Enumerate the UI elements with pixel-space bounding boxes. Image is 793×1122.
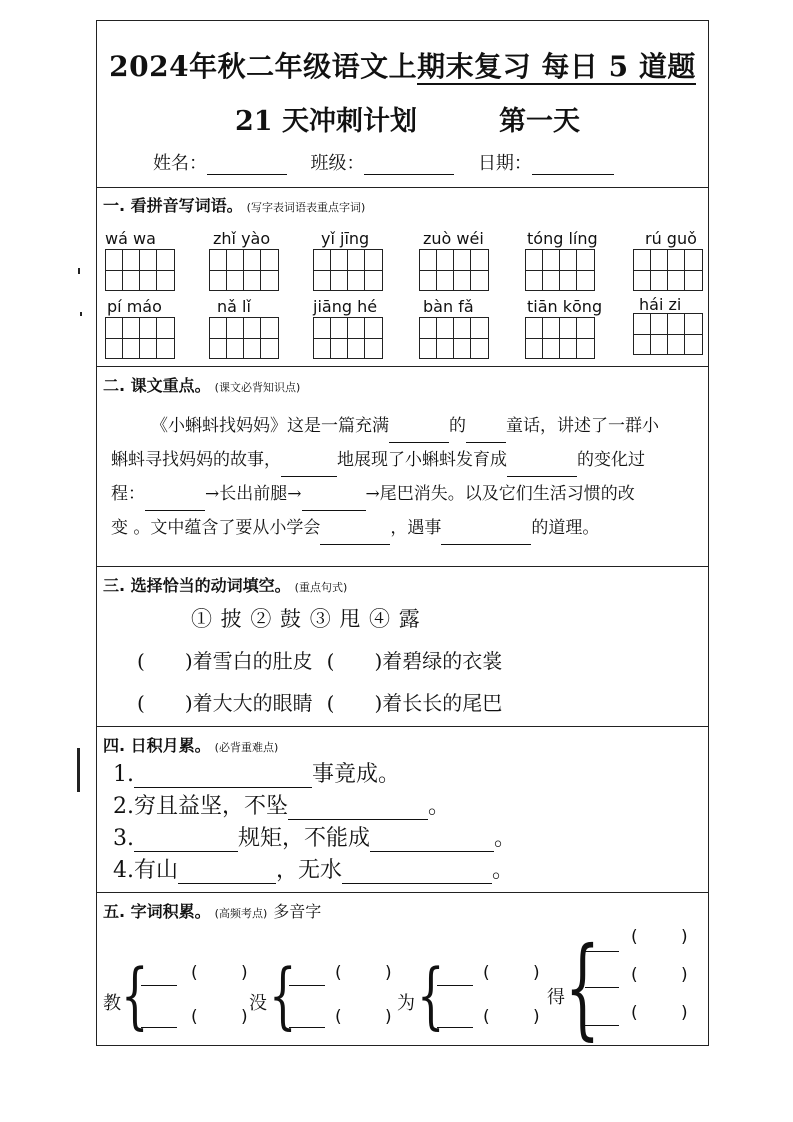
pinyin-label: tóng líng xyxy=(527,229,598,248)
section-polyphones xyxy=(97,893,708,1051)
polyphone-char: 为 xyxy=(397,993,415,1014)
writing-grid[interactable] xyxy=(525,317,595,359)
paren-open: ( xyxy=(191,1007,198,1027)
section-title: 三. 选择恰当的动词填空。 (重点句式) xyxy=(103,576,348,595)
polyphone-char: 教 xyxy=(103,993,121,1014)
pinyin-label: pí máo xyxy=(107,297,162,316)
brace-icon: { xyxy=(269,953,297,1037)
paren-close: ) xyxy=(385,1007,392,1027)
pinyin-label: bàn fǎ xyxy=(423,297,474,316)
pinyin-slot[interactable] xyxy=(141,985,177,987)
section-lesson-focus xyxy=(97,367,708,567)
proverb-item: 2.穷且益坚，不坠 。 xyxy=(113,794,451,819)
writing-grid[interactable] xyxy=(419,249,489,291)
name-field[interactable] xyxy=(207,174,287,175)
pinyin-label: zuò wéi xyxy=(423,229,484,248)
name-label: 姓名： xyxy=(153,153,207,174)
proverb-item: 3. 规矩，不能成 。 xyxy=(113,826,517,851)
proverb-item: 4.有山 ，无水 。 xyxy=(113,858,515,883)
fill-blank[interactable] xyxy=(288,819,428,820)
paren-open: ( xyxy=(191,963,198,983)
date-field[interactable] xyxy=(532,174,614,175)
section-title: 四. 日积月累。 (必背重难点) xyxy=(103,736,279,755)
pinyin-label: tiān kōng xyxy=(527,297,603,316)
section-note: (必背重难点) xyxy=(214,741,279,754)
title-prefix: 2024年秋二年级语文上 xyxy=(109,50,418,83)
paren-open: ( xyxy=(335,963,342,983)
pinyin-slot[interactable] xyxy=(437,985,473,987)
section-title: 五. 字词积累。 (高频考点) 多音字 xyxy=(103,902,322,921)
paragraph-line: 蝌蚪寻找妈妈的故事， 地展现了小蝌蚪发育成 的变化过 xyxy=(111,443,694,477)
worksheet-header xyxy=(97,21,708,188)
plan-title: 21 天冲刺计划 xyxy=(235,106,417,137)
paragraph-line: 变 。文中蕴含了要从小学会 ，遇事 的道理。 xyxy=(111,511,694,545)
verb-row: ( )着大大的眼睛 ( )着长长的尾巴 xyxy=(137,691,503,715)
pinyin-slot[interactable] xyxy=(141,1027,177,1029)
day-title: 第一天 xyxy=(499,106,580,137)
verb-options: ① 披 ② 鼓 ③ 甩 ④ 露 xyxy=(191,607,421,631)
writing-grid[interactable] xyxy=(525,249,595,291)
paren-close: ) xyxy=(681,1003,688,1023)
section-title: 二. 课文重点。 (课文必背知识点) xyxy=(103,376,301,395)
section-note: (课文必背知识点) xyxy=(214,381,301,394)
lesson-paragraph xyxy=(111,409,694,545)
fill-blank[interactable] xyxy=(370,851,494,852)
paren-open: ( xyxy=(631,965,638,985)
polyphone-char: 没 xyxy=(249,993,267,1014)
pinyin-slot[interactable] xyxy=(585,987,619,989)
paren-open: ( xyxy=(483,1007,490,1027)
pinyin-label: nǎ lǐ xyxy=(217,297,251,316)
pinyin-label: yǐ jīng xyxy=(321,229,370,248)
paren-close: ) xyxy=(385,963,392,983)
paren-close: ) xyxy=(241,1007,248,1027)
section-accumulation xyxy=(97,727,708,893)
scan-mark xyxy=(78,268,80,274)
fill-blank[interactable] xyxy=(342,883,492,884)
student-info xyxy=(153,149,614,175)
pinyin-label: jiāng hé xyxy=(313,297,378,316)
writing-grid[interactable] xyxy=(633,313,703,355)
paragraph-line: 《小蝌蚪找妈妈》这是一篇充满 的 童话，讲述了一群小 xyxy=(111,409,694,443)
section-note: (高频考点) xyxy=(214,907,268,920)
paren-close: ) xyxy=(681,965,688,985)
brace-icon: { xyxy=(121,953,149,1037)
polyphone-char: 得 xyxy=(547,987,565,1008)
writing-grid[interactable] xyxy=(313,317,383,359)
writing-grid[interactable] xyxy=(105,317,175,359)
class-field[interactable] xyxy=(364,174,454,175)
scan-mark xyxy=(80,312,82,316)
fill-blank[interactable] xyxy=(134,787,312,788)
pinyin-slot[interactable] xyxy=(585,951,619,953)
pinyin-label: wá wa xyxy=(105,229,156,248)
writing-grid[interactable] xyxy=(209,317,279,359)
paren-close: ) xyxy=(241,963,248,983)
paren-close: ) xyxy=(533,1007,540,1027)
writing-grid[interactable] xyxy=(313,249,383,291)
paragraph-line: 程： →长出前腿→ →尾巴消失。以及它们生活习惯的改 xyxy=(111,477,694,511)
pinyin-label: rú guǒ xyxy=(645,229,697,248)
paren-open: ( xyxy=(335,1007,342,1027)
section-note: (写字表词语表重点字词) xyxy=(246,201,366,214)
paren-close: ) xyxy=(681,927,688,947)
section-note: (重点句式) xyxy=(294,581,348,594)
fill-blank[interactable] xyxy=(320,544,390,545)
pinyin-slot[interactable] xyxy=(437,1027,473,1029)
title-underlined: 期末复习 每日 5 道题 xyxy=(417,50,696,83)
verb-row: ( )着雪白的肚皮 ( )着碧绿的衣裳 xyxy=(137,649,503,673)
fill-blank[interactable] xyxy=(441,544,531,545)
paren-open: ( xyxy=(483,963,490,983)
pinyin-slot[interactable] xyxy=(585,1025,619,1027)
fill-blank[interactable] xyxy=(178,883,276,884)
pinyin-label: zhǐ yào xyxy=(213,229,271,248)
pinyin-slot[interactable] xyxy=(289,985,325,987)
worksheet xyxy=(96,20,709,1051)
section-pinyin xyxy=(97,187,708,367)
writing-grid[interactable] xyxy=(209,249,279,291)
brace-icon: { xyxy=(565,923,600,1051)
worksheet-title xyxy=(97,45,708,85)
writing-grid[interactable] xyxy=(105,249,175,291)
section-verbs xyxy=(97,567,708,727)
pinyin-label: hái zi xyxy=(639,295,682,314)
scan-mark xyxy=(77,748,80,792)
writing-grid[interactable] xyxy=(419,317,489,359)
fill-blank[interactable] xyxy=(134,851,238,852)
writing-grid[interactable] xyxy=(633,249,703,291)
paren-open: ( xyxy=(631,927,638,947)
paren-close: ) xyxy=(533,963,540,983)
brace-icon: { xyxy=(417,953,445,1037)
proverb-item: 1. 事竟成。 xyxy=(113,762,401,787)
pinyin-slot[interactable] xyxy=(289,1027,325,1029)
date-label: 日期： xyxy=(477,153,532,174)
paren-open: ( xyxy=(631,1003,638,1023)
section-subtitle: 多音字 xyxy=(273,902,322,921)
class-label: 班级： xyxy=(310,153,365,174)
section-title: 一. 看拼音写词语。 (写字表词语表重点字词) xyxy=(103,196,366,215)
